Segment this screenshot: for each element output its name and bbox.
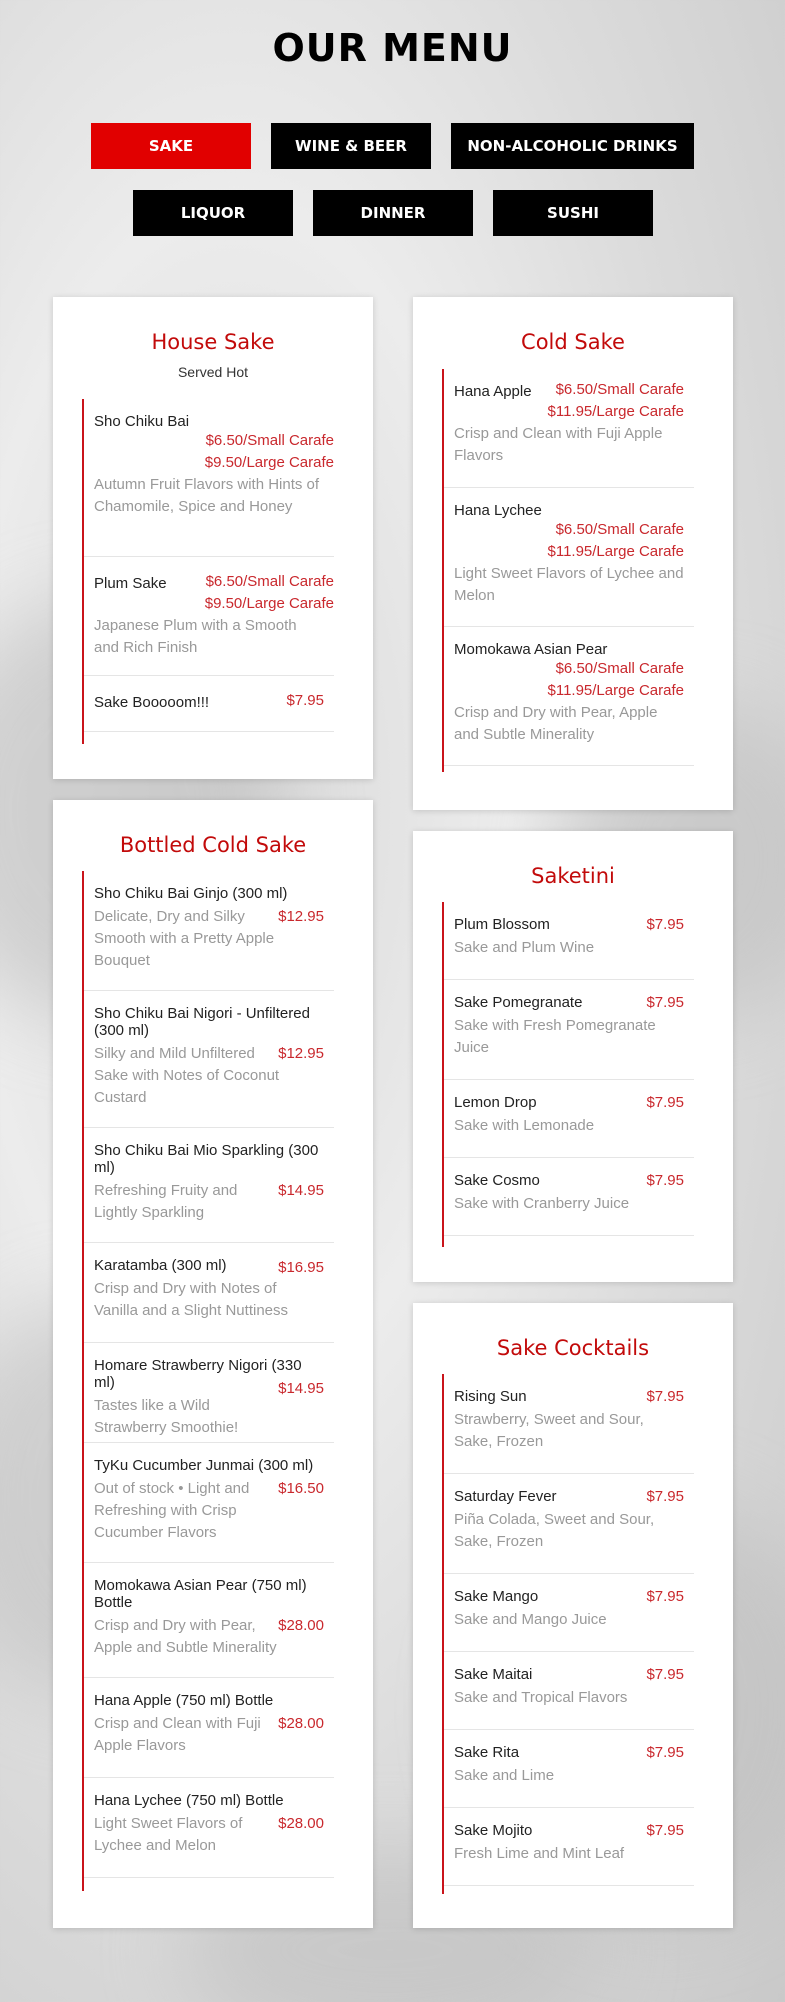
item-description: Crisp and Clean with Fuji Apple Flavors — [94, 1715, 261, 1754]
tab-sake[interactable]: SAKE — [91, 123, 251, 169]
section-subtitle: Served Hot — [177, 364, 249, 380]
menu-list — [82, 399, 334, 744]
item-name: TyKu Cucumber Junmai (300 ml) — [94, 1457, 314, 1474]
menu-list — [442, 1374, 694, 1894]
item-name: Sho Chiku Bai Ginjo (300 ml) — [94, 885, 288, 902]
item-name: Homare Strawberry Nigori (330 ml) — [94, 1357, 302, 1391]
menu-item — [84, 1343, 334, 1443]
item-price: $7.95 — [646, 1588, 684, 1605]
menu-item — [444, 1374, 694, 1474]
menu-item — [444, 627, 694, 766]
item-price: $14.95 — [278, 1182, 324, 1199]
item-name: Sake Mojito — [454, 1822, 533, 1839]
item-description: Crisp and Clean with Fuji Apple Flavors — [454, 425, 663, 464]
item-name: Sho Chiku Bai Mio Sparkling (300 ml) — [94, 1142, 319, 1176]
menu-item — [84, 557, 334, 676]
item-name: Hana Lychee (750 ml) Bottle — [94, 1792, 284, 1809]
item-name: Sake Booooom!!! — [94, 694, 210, 711]
item-description: Sake with Lemonade — [454, 1117, 595, 1134]
menu-item — [444, 1652, 694, 1730]
item-price: $7.95 — [646, 994, 684, 1011]
cold-sake-card — [413, 297, 733, 810]
menu-item — [84, 991, 334, 1128]
item-description: Sake and Mango Juice — [454, 1611, 607, 1628]
item-name: Saturday Fever — [454, 1488, 557, 1505]
item-price: $7.95 — [646, 1172, 684, 1189]
item-description: Crisp and Dry with Pear, Apple and Subtle Minerality — [454, 704, 658, 743]
item-name: Plum Sake — [94, 575, 167, 592]
item-name: Hana Apple (750 ml) Bottle — [94, 1692, 274, 1709]
item-price: $6.50/Small Carafe — [555, 660, 684, 677]
item-price: $7.95 — [646, 1488, 684, 1505]
item-price: $16.95 — [278, 1259, 324, 1276]
section-title: Saketini — [531, 864, 615, 888]
sake-cocktails-card — [413, 1303, 733, 1928]
item-price: $12.95 — [278, 1045, 324, 1062]
item-description: Out of stock • Light and Refreshing with Crisp Cucumber Flavors — [94, 1480, 250, 1541]
item-description: Fresh Lime and Mint Leaf — [454, 1845, 625, 1862]
menu-item — [84, 1443, 334, 1563]
item-description: Japanese Plum with a Smooth and Rich Finish — [94, 617, 297, 656]
item-description: Light Sweet Flavors of Lychee and Melon — [454, 565, 684, 604]
menu-item — [444, 1574, 694, 1652]
menu-item — [444, 1474, 694, 1574]
menu-item — [84, 399, 334, 557]
item-name: Sho Chiku Bai Nigori - Unfiltered (300 ml) — [94, 1005, 310, 1039]
menu-item — [444, 1080, 694, 1158]
menu-item — [84, 1678, 334, 1778]
item-description: Silky and Mild Unfiltered Sake with Notes of Coconut Custard — [94, 1045, 280, 1106]
item-price: $9.50/Large Carafe — [204, 595, 334, 612]
item-description: Refreshing Fruity and Lightly Sparkling — [94, 1182, 238, 1221]
menu-item — [444, 369, 694, 488]
item-price: $7.95 — [286, 692, 324, 709]
tab-dinner[interactable]: DINNER — [313, 190, 473, 236]
tab-non-alcoholic-drinks[interactable]: NON-ALCOHOLIC DRINKS — [451, 123, 694, 169]
item-description: Crisp and Dry with Notes of Vanilla and a Slight Nuttiness — [94, 1280, 289, 1319]
item-description: Sake and Lime — [454, 1767, 555, 1784]
menu-item — [84, 676, 334, 732]
item-price: $12.95 — [278, 908, 324, 925]
menu-item — [444, 1808, 694, 1886]
item-price: $7.95 — [646, 916, 684, 933]
item-name: Hana Apple — [454, 383, 532, 400]
tab-liquor[interactable]: LIQUOR — [133, 190, 293, 236]
item-description: Sake with Fresh Pomegranate Juice — [454, 1017, 656, 1056]
item-description: Strawberry, Sweet and Sour, Sake, Frozen — [454, 1411, 644, 1450]
page-title: OUR MENU — [272, 26, 513, 70]
menu-item — [84, 871, 334, 991]
menu-list — [442, 902, 694, 1247]
item-name: Momokawa Asian Pear — [454, 641, 608, 658]
item-name: Sake Rita — [454, 1744, 520, 1761]
item-name: Sho Chiku Bai — [94, 413, 190, 430]
item-price: $11.95/Large Carafe — [547, 543, 684, 560]
menu-item — [84, 1128, 334, 1243]
menu-item — [444, 488, 694, 627]
item-price: $28.00 — [278, 1815, 324, 1832]
bottled-cold-sake-card — [53, 800, 373, 1928]
menu-item — [444, 1730, 694, 1808]
section-title: Bottled Cold Sake — [119, 833, 307, 857]
item-name: Karatamba (300 ml) — [94, 1257, 227, 1274]
item-name: Plum Blossom — [454, 916, 550, 933]
item-price: $28.00 — [278, 1715, 324, 1732]
item-price: $6.50/Small Carafe — [205, 432, 334, 449]
item-price: $7.95 — [646, 1094, 684, 1111]
menu-item — [84, 1778, 334, 1878]
item-description: Autumn Fruit Flavors with Hints of Chamomile, Spice and Honey — [94, 476, 320, 515]
menu-list — [82, 871, 334, 1891]
section-title: Cold Sake — [521, 330, 625, 354]
menu-item — [84, 1243, 334, 1343]
item-price: $16.50 — [278, 1480, 324, 1497]
menu-item — [84, 1563, 334, 1678]
item-description: Crisp and Dry with Pear, Apple and Subtle Minerality — [94, 1617, 277, 1656]
item-description: Light Sweet Flavors of Lychee and Melon — [94, 1815, 243, 1854]
item-name: Sake Pomegranate — [454, 994, 583, 1011]
item-price: $11.95/Large Carafe — [547, 403, 684, 420]
item-price: $7.95 — [646, 1744, 684, 1761]
item-name: Sake Mango — [454, 1588, 539, 1605]
item-name: Sake Cosmo — [454, 1172, 540, 1189]
item-name: Momokawa Asian Pear (750 ml) Bottle — [94, 1577, 307, 1611]
item-price: $7.95 — [646, 1666, 684, 1683]
item-price: $6.50/Small Carafe — [555, 381, 684, 398]
item-price: $14.95 — [278, 1380, 324, 1397]
item-name: Hana Lychee — [454, 502, 542, 519]
tab-wine-beer[interactable]: WINE & BEER — [271, 123, 431, 169]
item-price: $7.95 — [646, 1388, 684, 1405]
section-title: House Sake — [151, 330, 275, 354]
section-title: Sake Cocktails — [496, 1336, 650, 1360]
saketini-card — [413, 831, 733, 1282]
item-price: $28.00 — [278, 1617, 324, 1634]
item-price: $6.50/Small Carafe — [555, 521, 684, 538]
item-name: Sake Maitai — [454, 1666, 533, 1683]
house-sake-card — [53, 297, 373, 779]
tab-sushi[interactable]: SUSHI — [493, 190, 653, 236]
item-price: $11.95/Large Carafe — [547, 682, 684, 699]
menu-item — [444, 1158, 694, 1236]
item-description: Sake with Cranberry Juice — [454, 1195, 630, 1212]
item-description: Delicate, Dry and Silky Smooth with a Pretty Apple Bouquet — [94, 908, 275, 969]
item-price: $7.95 — [646, 1822, 684, 1839]
menu-item — [444, 980, 694, 1080]
item-name: Rising Sun — [454, 1388, 527, 1405]
item-name: Lemon Drop — [454, 1094, 537, 1111]
item-description: Tastes like a Wild Strawberry Smoothie! — [94, 1397, 239, 1436]
menu-item — [444, 902, 694, 980]
item-description: Piña Colada, Sweet and Sour, Sake, Frozen — [454, 1511, 655, 1550]
item-description: Sake and Plum Wine — [454, 939, 595, 956]
item-price: $9.50/Large Carafe — [204, 454, 334, 471]
item-description: Sake and Tropical Flavors — [454, 1689, 628, 1706]
item-price: $6.50/Small Carafe — [205, 573, 334, 590]
menu-list — [442, 369, 694, 772]
